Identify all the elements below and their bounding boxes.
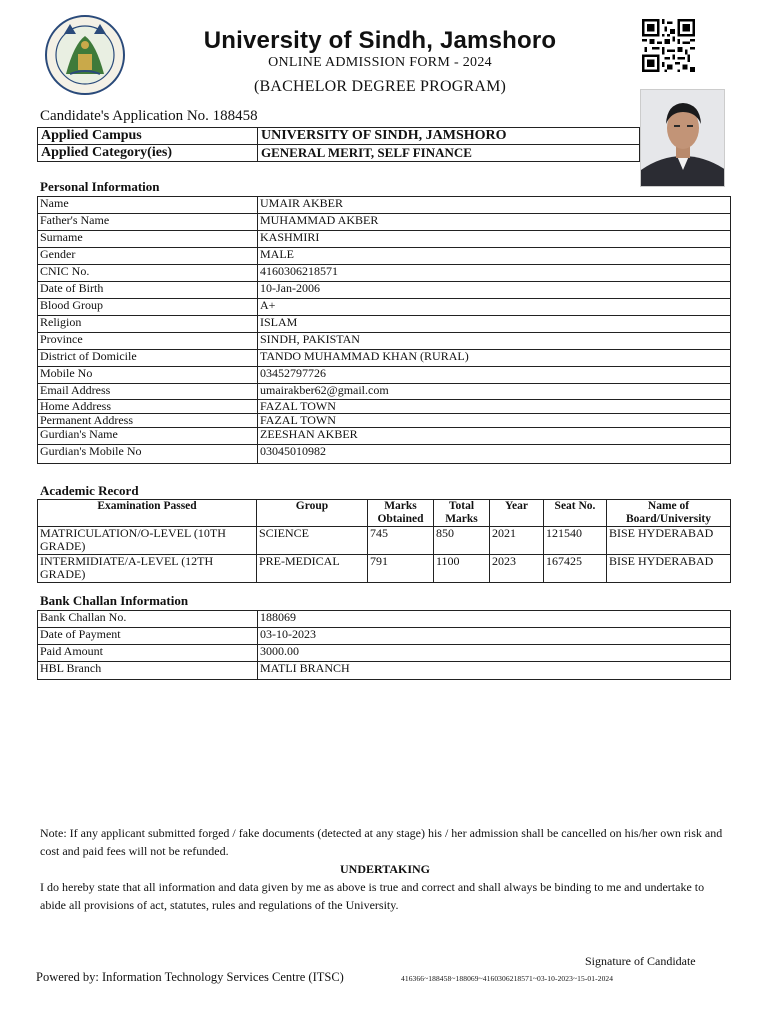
category-label: Applied Category(ies) — [38, 145, 258, 162]
academic-record-table — [37, 499, 731, 583]
table-row — [38, 299, 731, 316]
field-value: FAZAL TOWN — [258, 414, 731, 428]
note-text: Note: If any applicant submitted forged / fake documents (detected at any stage) his / her admission shall be cancelled on his/her own risk and cost and paid fees will not be refunded. — [40, 826, 723, 858]
table-row — [38, 316, 731, 333]
table-row — [38, 214, 731, 231]
table-row — [38, 611, 731, 628]
field-label: Gurdian's Mobile No — [38, 445, 258, 464]
table-row — [38, 445, 731, 464]
bank-challan-table — [37, 610, 731, 680]
category-value: GENERAL MERIT, SELF FINANCE — [258, 145, 640, 162]
table-row — [38, 128, 640, 145]
field-label: Email Address — [38, 384, 258, 400]
table-cell: MATRICULATION/O-LEVEL (10TH GRADE) — [38, 527, 257, 555]
table-cell: BISE HYDERABAD — [607, 527, 731, 555]
field-value: 03045010982 — [258, 445, 731, 464]
table-cell: 791 — [368, 555, 434, 583]
table-row — [38, 367, 731, 384]
document-code: 416366~188458~188069~4160306218571~03-10-2023~15-01-2024 — [401, 974, 614, 983]
table-cell: BISE HYDERABAD — [607, 555, 731, 583]
column-header: Examination Passed — [38, 500, 257, 527]
column-header: Marks Obtained — [368, 500, 434, 527]
field-label: Gurdian's Name — [38, 428, 258, 445]
table-cell: INTERMIDIATE/A-LEVEL (12TH GRADE) — [38, 555, 257, 583]
qr-code-icon — [642, 19, 695, 72]
field-value: UMAIR AKBER — [258, 197, 731, 214]
field-label: CNIC No. — [38, 265, 258, 282]
table-cell: 745 — [368, 527, 434, 555]
table-cell: 1100 — [434, 555, 490, 583]
table-cell: PRE-MEDICAL — [257, 555, 368, 583]
table-cell: 2021 — [490, 527, 544, 555]
signature-label: Signature of Candidate — [585, 954, 696, 968]
field-value: FAZAL TOWN — [258, 400, 731, 414]
application-number: Candidate's Application No. 188458 — [40, 108, 258, 124]
table-cell: 850 — [434, 527, 490, 555]
field-value: ISLAM — [258, 316, 731, 333]
field-label: Bank Challan No. — [38, 611, 258, 628]
table-row — [38, 662, 731, 680]
table-row — [38, 197, 731, 214]
field-label: HBL Branch — [38, 662, 258, 680]
field-label: Name — [38, 197, 258, 214]
field-value: TANDO MUHAMMAD KHAN (RURAL) — [258, 350, 731, 367]
field-label: Blood Group — [38, 299, 258, 316]
field-value: MALE — [258, 248, 731, 265]
bank-challan-heading: Bank Challan Information — [40, 593, 189, 608]
program-title: (BACHELOR DEGREE PROGRAM) — [253, 78, 507, 95]
campus-value: UNIVERSITY OF SINDH, JAMSHORO — [258, 128, 640, 145]
university-seal-icon — [44, 14, 126, 96]
application-table — [37, 127, 640, 162]
field-value: umairakber62@gmail.com — [258, 384, 731, 400]
table-row — [38, 231, 731, 248]
table-row — [38, 414, 731, 428]
field-value: 3000.00 — [258, 645, 731, 662]
field-label: Province — [38, 333, 258, 350]
table-row — [38, 282, 731, 299]
table-row — [38, 555, 731, 583]
field-label: Date of Payment — [38, 628, 258, 645]
field-value: MATLI BRANCH — [258, 662, 731, 680]
column-header: Total Marks — [434, 500, 490, 527]
field-value: 4160306218571 — [258, 265, 731, 282]
table-row — [38, 384, 731, 400]
personal-info-table — [37, 196, 731, 464]
powered-by: Powered by: Information Technology Services Centre (ITSC) — [36, 970, 344, 984]
field-label: Home Address — [38, 400, 258, 414]
field-value: 188069 — [258, 611, 731, 628]
field-value: KASHMIRI — [258, 231, 731, 248]
column-header: Group — [257, 500, 368, 527]
field-label: District of Domicile — [38, 350, 258, 367]
table-row — [38, 400, 731, 414]
table-row — [38, 248, 731, 265]
field-label: Permanent Address — [38, 414, 258, 428]
table-header-row — [38, 500, 731, 527]
table-row — [38, 350, 731, 367]
table-row — [38, 333, 731, 350]
field-label: Mobile No — [38, 367, 258, 384]
column-header: Name of Board/University — [607, 500, 731, 527]
field-value: A+ — [258, 299, 731, 316]
field-label: Surname — [38, 231, 258, 248]
academic-record-heading: Academic Record — [40, 483, 139, 498]
field-label: Gender — [38, 248, 258, 265]
table-row — [38, 428, 731, 445]
page-title: University of Sindh, Jamshoro — [203, 27, 557, 54]
table-row — [38, 628, 731, 645]
field-value: MUHAMMAD AKBER — [258, 214, 731, 231]
table-row — [38, 527, 731, 555]
field-value: SINDH, PAKISTAN — [258, 333, 731, 350]
field-value: 03452797726 — [258, 367, 731, 384]
candidate-photo — [640, 89, 725, 187]
form-subtitle: ONLINE ADMISSION FORM - 2024 — [268, 55, 492, 70]
table-row — [38, 265, 731, 282]
table-cell: 167425 — [544, 555, 607, 583]
table-cell: 121540 — [544, 527, 607, 555]
field-value: ZEESHAN AKBER — [258, 428, 731, 445]
field-value: 03-10-2023 — [258, 628, 731, 645]
field-label: Father's Name — [38, 214, 258, 231]
table-cell: 2023 — [490, 555, 544, 583]
field-label: Paid Amount — [38, 645, 258, 662]
table-row — [38, 645, 731, 662]
campus-label: Applied Campus — [38, 128, 258, 145]
column-header: Year — [490, 500, 544, 527]
personal-info-heading: Personal Information — [40, 179, 160, 194]
undertaking-heading: UNDERTAKING — [339, 862, 431, 876]
table-cell: SCIENCE — [257, 527, 368, 555]
field-value: 10-Jan-2006 — [258, 282, 731, 299]
table-row — [38, 145, 640, 162]
field-label: Religion — [38, 316, 258, 333]
column-header: Seat No. — [544, 500, 607, 527]
field-label: Date of Birth — [38, 282, 258, 299]
undertaking-text: I do hereby state that all information and data given by me as above is true and correct and shall always be binding to me and undertake to abide all provisions of act, statutes, rules and regulations of the University. — [40, 880, 705, 912]
